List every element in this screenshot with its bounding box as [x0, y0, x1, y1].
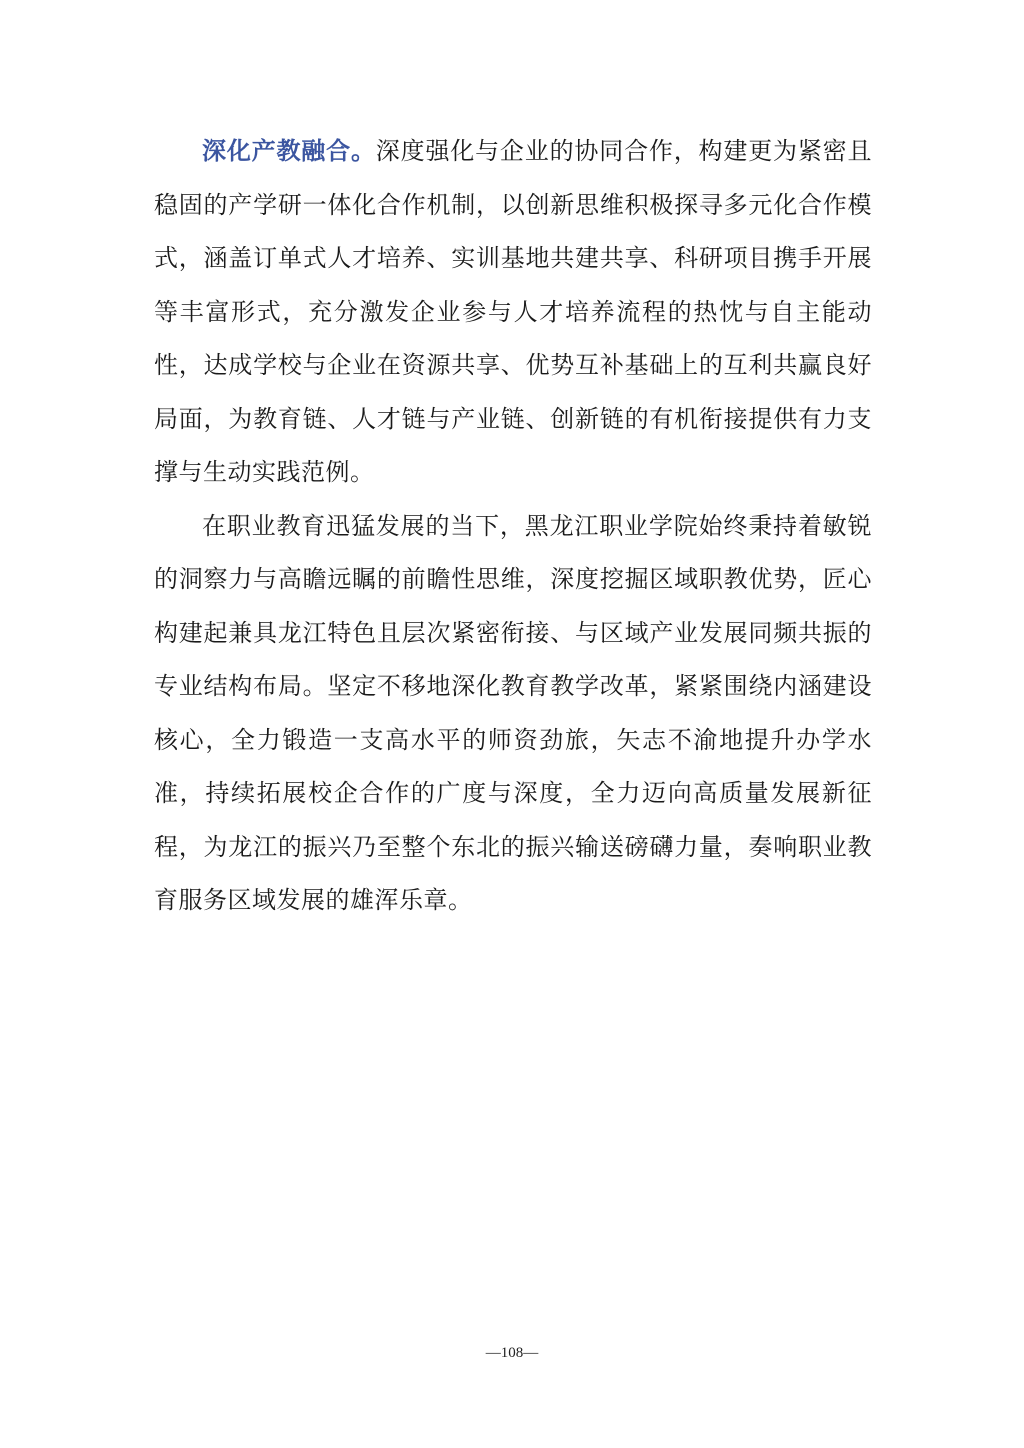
body-content — [154, 124, 872, 928]
paragraph-lead-heading: 深化产教融合。 — [202, 136, 376, 165]
paragraph-body-text: 深度强化与企业的协同合作，构建更为紧密且稳固的产学研一体化合作机制，以创新思维积极探寻多元化合作模式，涵盖订单式人才培养、实训基地共建共享、科研项目携手开展等丰富形式，充分激发企业参与人才培养流程的热忱与自主能动性，达成学校与企业在资源共享、优势互补基础上的互利共赢良好局面，为教育链、人才链与产业链、创新链的有机衔接提供有力支撑与生动实践范例。 — [154, 137, 873, 486]
paragraph-body-text: 在职业教育迅猛发展的当下，黑龙江职业学院始终秉持着敏锐的洞察力与高瞻远瞩的前瞻性思维，深度挖掘区域职教优势，匠心构建起兼具龙江特色且层次紧密衔接、与区域产业发展同频共振的专业结构布局。坚定不移地深化教育教学改革，紧紧围绕内涵建设核心，全力锻造一支高水平的师资劲旅，矢志不渝地提升办学水准，持续拓展校企合作的广度与深度，全力迈向高质量发展新征程，为龙江的振兴乃至整个东北的振兴输送磅礴力量，奏响职业教育服务区域发展的雄浑乐章。 — [154, 511, 872, 914]
paragraph-conclusion — [154, 500, 872, 928]
page-number: —108— — [485, 1345, 539, 1361]
paragraph-industry-education — [154, 124, 872, 500]
